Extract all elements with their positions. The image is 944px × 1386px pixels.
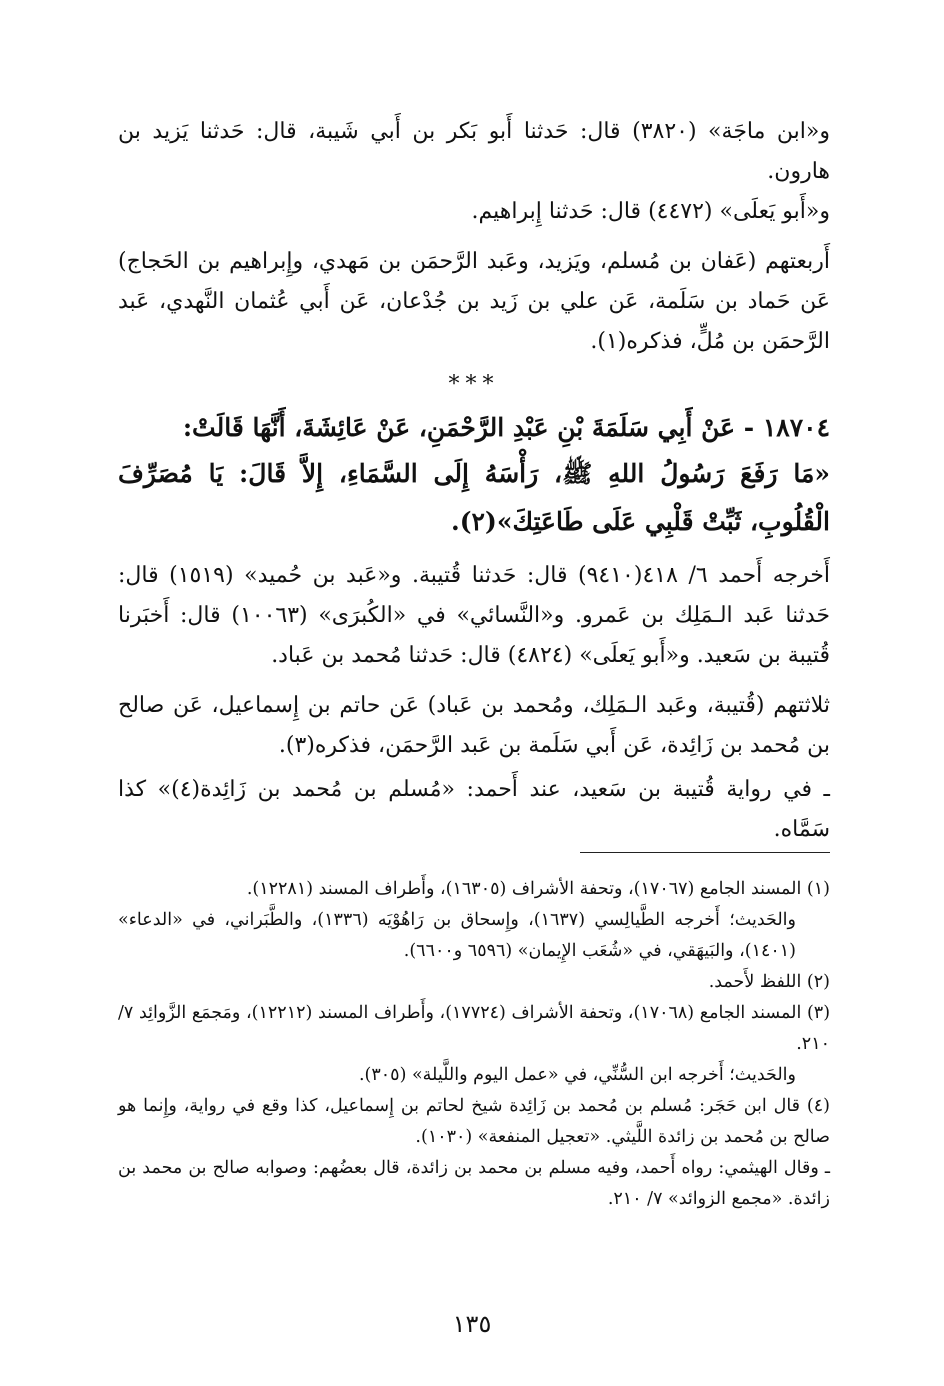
footnote-1-detail: والحَديث؛ أَخرجه الطَّيالِسي (١٦٣٧)، وإِسحاق بن رَاهُوْيَه (١٣٣٦)، والطَّبَراني، في «الدعاء» (١٤٠١)، والبَيهَقي، في «شُعَب الإِيمان» (٦٥٩٦ و٦٦٠٠). [118, 910, 796, 961]
footnote-3-detail: والحَديث؛ أَخرجه ابن السُّنِّي، في «عمل اليوم واللَّيلة» (٣٠٥). [358, 1065, 796, 1085]
footnote-3: (٣) المسند الجامع (١٧٠٦٨)، وتحفة الأشراف (١٧٧٢٤)، وأَطراف المسند (١٢٢١٢)، ومَجمَع الزَّوائِد ٧/ ٢١٠. [118, 1003, 831, 1054]
footnote-4: (٤) قال ابن حَجَر: مُسلم بن مُحمد بن زَائِدة شيخ لحاتم بن إِسماعيل، كذا وقع في رواية، وإِنما هو صالح بن مُحمد بن زائدة اللَّيثي. «تعجيل المنفعة» (١٠٣٠). [118, 1096, 830, 1147]
footnote-divider [580, 852, 830, 853]
paragraph-2: و«أَبو يَعلَى» (٤٤٧٢) قال: حَدثنا إِبراهيم. [471, 199, 830, 224]
paragraph-3: أَربعتهم (عَفان بن مُسلم، ويَزيد، وعَبد الرَّحمَن بن مَهدي، وإِبراهيم بن الحَجاج) عَن حَماد بن سَلَمة، عَن علي بن زَيد بن جُدْعان، عَن أَبي عُثمان النَّهدي، عَبد الرَّحمَن بن مُلٍّ، فذكره(١). [118, 249, 830, 354]
page-number: ١٣٥ [452, 1310, 492, 1338]
footnotes [118, 874, 830, 1215]
footnote-4-detail: ـ وقال الهيثمي: رواه أَحمد، وفيه مسلم بن محمد بن زائدة، قال بعضُهم: وصوابه صالح بن محمد بن زائدة. «مجمع الزوائد» ٧/ ٢١٠. [118, 1158, 830, 1209]
hadith-heading: ١٨٧٠٤ - عَنْ أَبِي سَلَمَةَ بْنِ عَبْدِ الرَّحْمَنِ، عَنْ عَائِشَةَ، أَنَّهَا قَالَتْ: [182, 413, 830, 442]
paragraph-4: أَخرجه أَحمد ٦/ ٤١٨(٩٤١٠) قال: حَدثنا قُتيبة. و«عَبد بن حُميد» (١٥١٩) قال: حَدثنا عَبد الـمَلِك بن عَمرو. و«النَّسائي» في «الكُبرَى» (١٠٠٦٣) قال: أَخبَرنا قُتيبة بن سَعيد. و«أَبو يَعلَى» (٤٨٢٤) قال: حَدثنا مُحمد بن عَباد. [118, 563, 830, 668]
footnote-2: (٢) اللفظ لأَحمد. [708, 972, 830, 992]
section-separator: *** [448, 372, 500, 397]
paragraph-6: ـ في رواية قُتيبة بن سَعيد، عند أَحمد: «مُسلم بن مُحمد بن زَائِدة(٤)» كذا سَمَّاه. [118, 777, 831, 842]
paragraph-1: و«ابن ماجَة» (٣٨٢٠) قال: حَدثنا أَبو بَكر بن أَبي شَيبة، قال: حَدثنا يَزيد بن هارون. [118, 119, 830, 184]
paragraph-5: ثلاثتهم (قُتيبة، وعَبد الـمَلِك، ومُحمد بن عَباد) عَن حاتم بن إِسماعيل، عَن صالح بن مُحمد بن زَائِدة، عَن أَبي سَلَمة بن عَبد الرَّحمَن، فذكره(٣). [118, 693, 830, 758]
hadith-text: «مَا رَفَعَ رَسُولُ اللهِ ﷺ، رَأْسَهُ إِلَى السَّمَاءِ، إِلاَّ قَالَ: يَا مُصَرِّفَ الْقُلُوبِ، ثَبِّتْ قَلْبِي عَلَى طَاعَتِكَ»(٢). [118, 459, 830, 536]
main-text [118, 112, 830, 850]
footnote-1: (١) المسند الجامع (١٧٠٦٧)، وتحفة الأشراف (١٦٣٠٥)، وأَطراف المسند (١٢٢٨١). [246, 879, 830, 899]
